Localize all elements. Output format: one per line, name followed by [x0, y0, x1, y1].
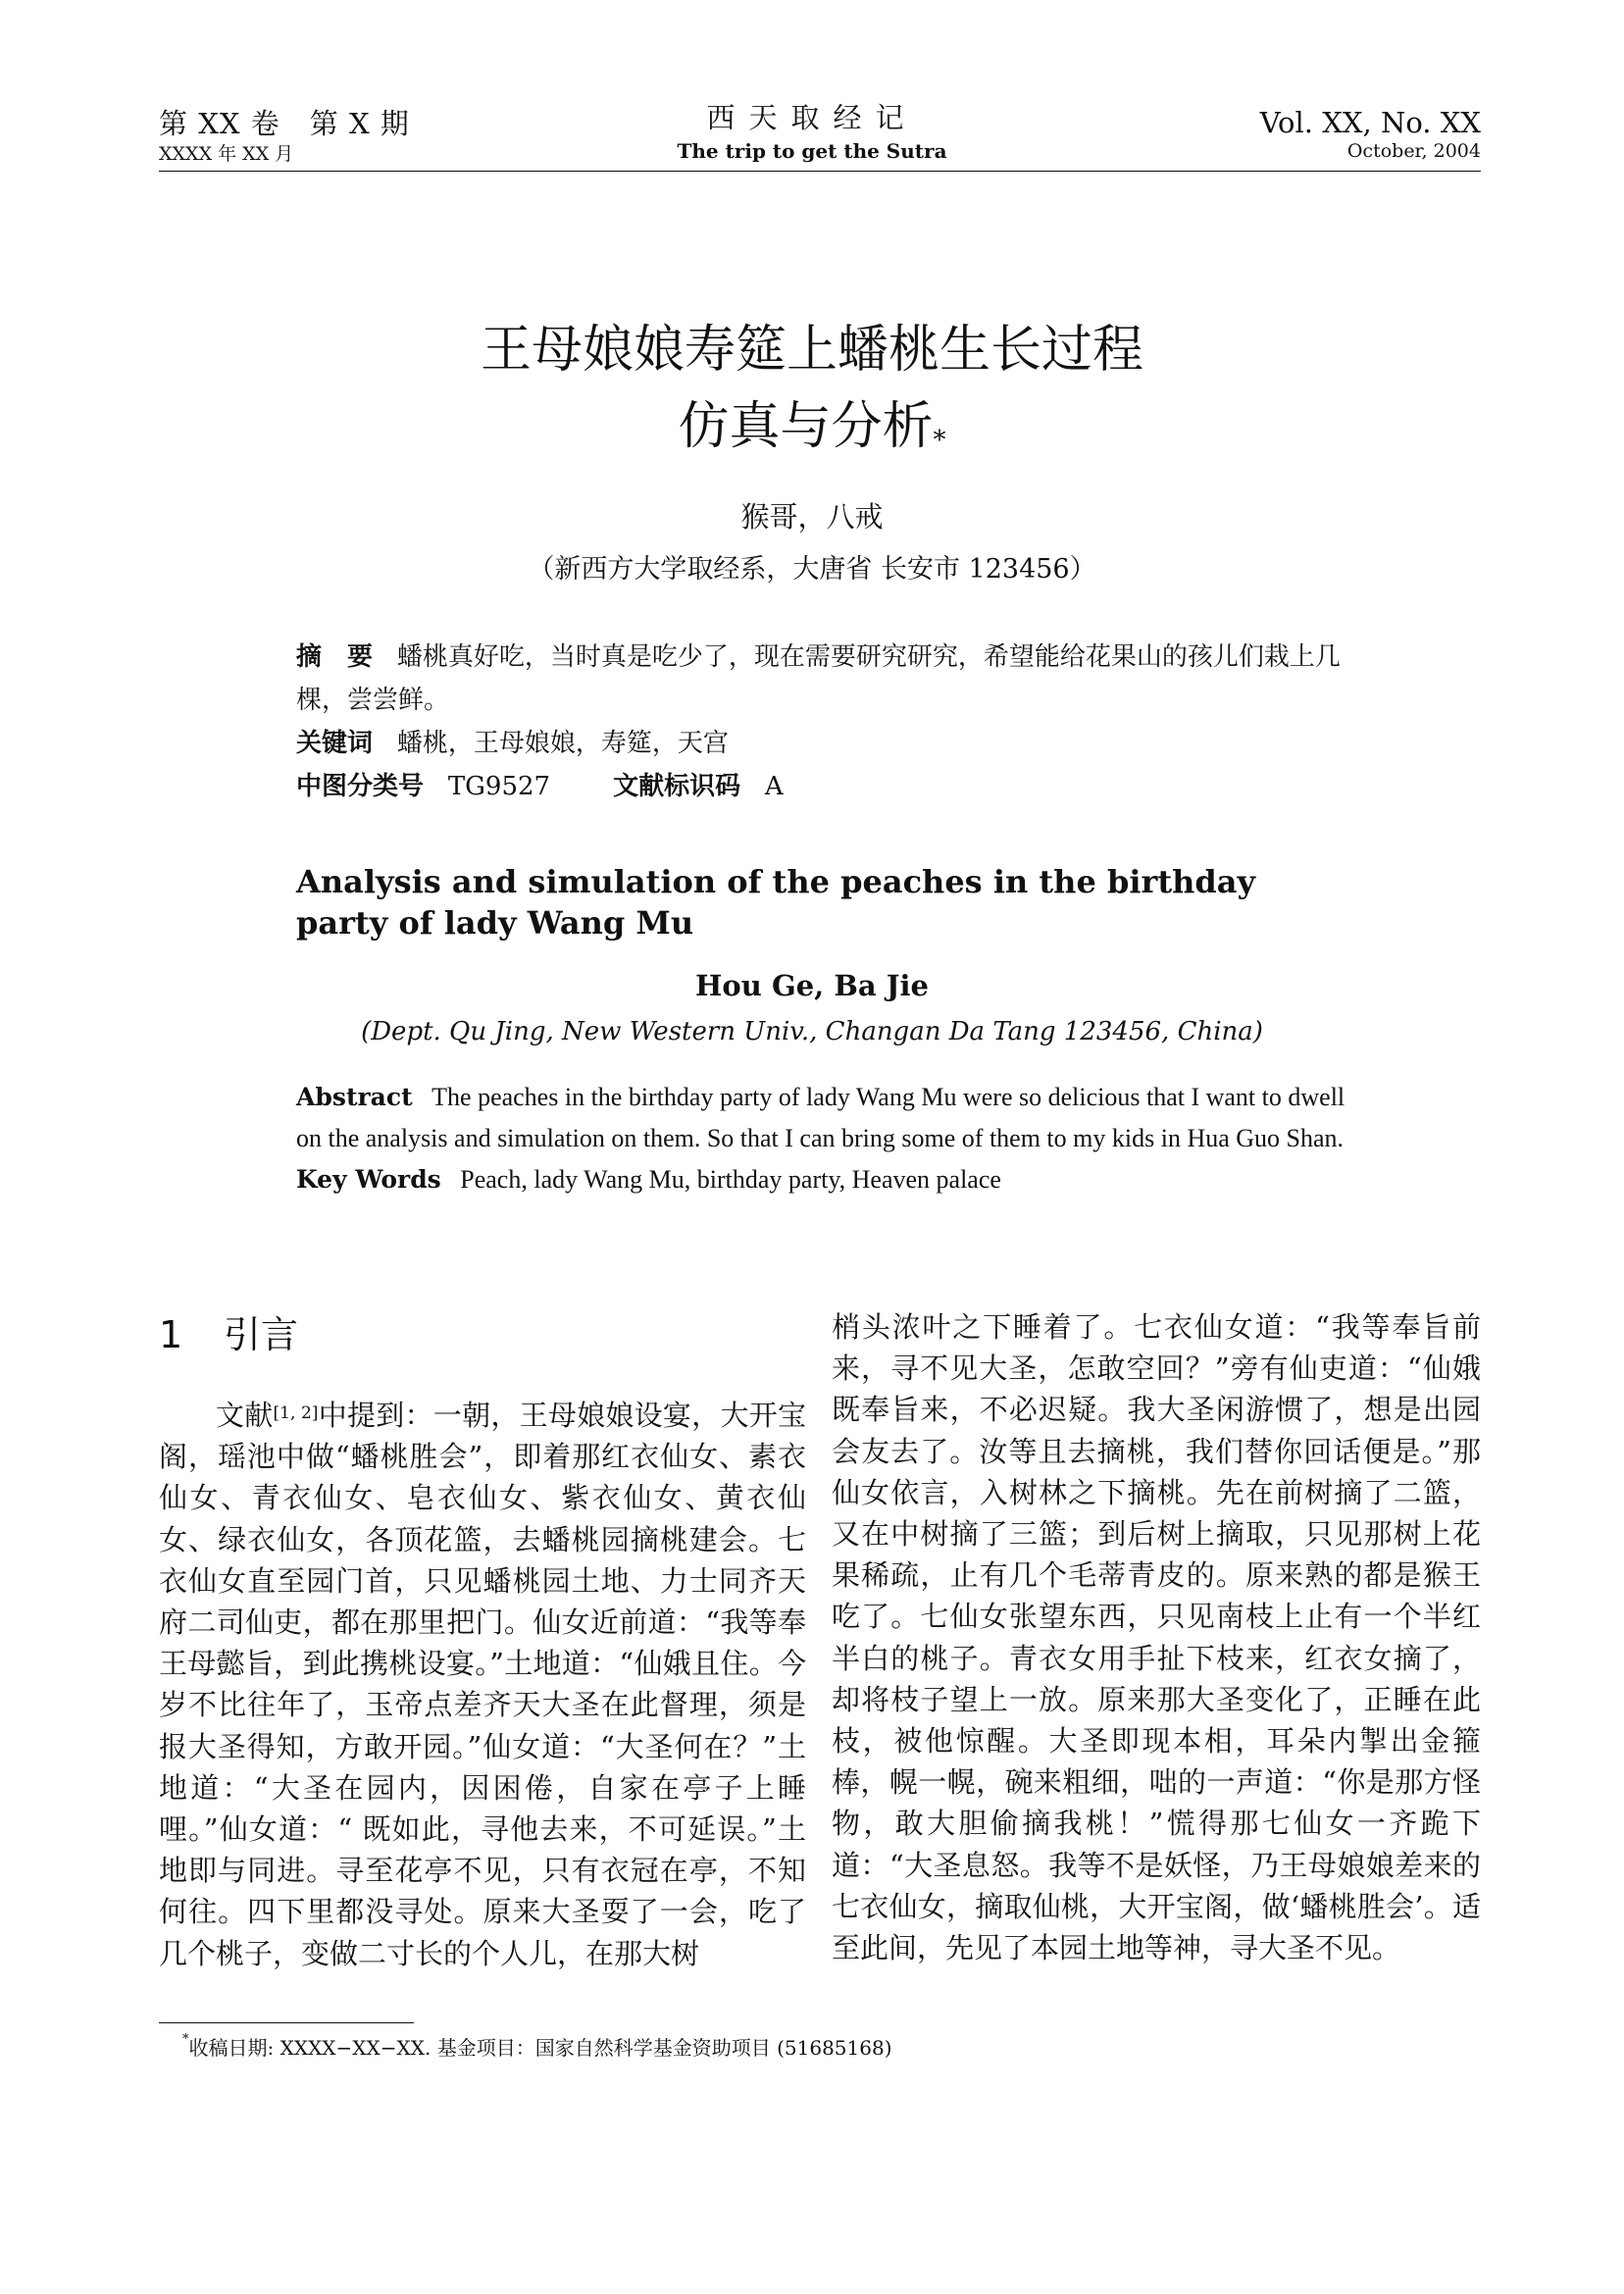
body-paragraph-right: 梢头浓叶之下睡着了。七衣仙女道：“我等奉旨前来，寻不见大圣，怎敢空回？”旁有仙吏道：“仙娥既奉旨来，不必迟疑。我大圣闲游惯了，想是出园会友去了。汝等且去摘桃，我们替你回话便是。”那仙女依言，入树林之下摘桃。先在前树摘了二篮，又在中树摘了三篮；到后树上摘取，只见那树上花果稀疏，止有几个毛蒂青皮的。原来熟的都是猴王吃了。七仙女张望东西，只见南枝上止有一个半红半白的桃子。青衣女用手扯下枝来，红衣女摘了，却将枝子望上一放。原来那大圣变化了，正睡在此枝，被他惊醒。大圣即现本相，耳朵内掣出金箍棒，幌一幌，碗来粗细，咄的一声道：“你是那方怪物，敢大胆偷摘我桃！”慌得那七仙女一齐跪下道：“大圣息怒。我等不是妖怪，乃王母娘娘差来的七衣仙女，摘取仙桃，大开宝阁，做‘蟠桃胜会’。适至此间，先见了本园土地等神，寻大圣不见。: [832, 1310, 1481, 1965]
cn-abstract-row: [296, 636, 1345, 722]
journal-name-en: The trip to get the Sutra: [677, 139, 947, 163]
cn-abstract-text: 蟠桃真好吃，当时真是吃少了，现在需要研究研究，希望能给花果山的孩儿们栽上几棵，尝尝鲜。: [296, 642, 1341, 715]
publication-date-en: October, 2004: [1346, 140, 1481, 162]
en-authors: Hou Ge, Ba Jie: [695, 969, 929, 1002]
en-keywords-row: [296, 1159, 1345, 1200]
cn-class-label: 中图分类号: [296, 772, 425, 801]
section-heading: [159, 1304, 298, 1358]
body-column-right: [832, 1306, 1481, 1968]
en-abstract-label: Abstract: [296, 1083, 413, 1111]
title-line-2-text: 仿真与分析: [678, 397, 934, 456]
section-number: 1: [159, 1313, 183, 1356]
volume-issue: 第 XX 卷 第 X 期: [159, 107, 410, 140]
title-line-2: [0, 388, 1624, 465]
body-column-left: [159, 1395, 806, 1974]
cn-abstract-label: 摘 要: [296, 642, 374, 672]
title-footnote-mark: *: [933, 426, 946, 455]
cn-abstract: [296, 636, 1345, 808]
affiliation-cn: （新西方大学取经系，大唐省 长安市 123456）: [528, 554, 1096, 585]
section-title: 引言: [224, 1313, 299, 1356]
en-title: Analysis and simulation of the peaches in the birthday party of lady Wang Mu: [296, 863, 1256, 942]
cn-doc-value: A: [764, 772, 784, 801]
cn-classification-row: [296, 765, 1345, 808]
body-text-pre: 文献: [216, 1399, 274, 1432]
en-keywords-label: Key Words: [296, 1165, 441, 1194]
cn-keywords-label: 关键词: [296, 729, 374, 758]
en-keywords-text: Peach, lady Wang Mu, birthday party, Heaven palace: [460, 1165, 1001, 1194]
footnote-mark: *: [182, 2032, 189, 2047]
body-paragraph-left: [159, 1395, 806, 1974]
cn-class-value: TG9527: [447, 772, 551, 801]
footnote-rule: [159, 2022, 414, 2023]
authors-cn: 猴哥，八戒: [740, 500, 884, 534]
volume-issue-en: Vol. XX, No. XX: [1259, 106, 1481, 139]
footnote: [182, 2032, 892, 2061]
citation[interactable]: [1, 2]: [273, 1403, 319, 1423]
cn-keywords-row: [296, 722, 1345, 765]
header-rule: [159, 171, 1481, 172]
publication-date: XXXX 年 XX 月: [159, 143, 294, 165]
title-line-1: 王母娘娘寿筵上蟠桃生长过程: [480, 321, 1143, 380]
footnote-text: 收稿日期: XXXX−XX−XX. 基金项目：国家自然科学基金资助项目 (51685168): [188, 2036, 892, 2060]
en-affiliation: (Dept. Qu Jing, New Western Univ., Changan Da Tang 123456, China): [361, 1017, 1263, 1046]
en-abstract-row: [296, 1077, 1345, 1159]
cn-keywords-text: 蟠桃，王母娘娘，寿筵，天宫: [396, 729, 729, 758]
en-abstract: [296, 1077, 1345, 1200]
en-abstract-text: The peaches in the birthday party of lady Wang Mu were so delicious that I want to dwell on the analysis and simulation on them. So that I can bring some of them to my kids in Hua Guo Shan.: [296, 1083, 1345, 1152]
body-text-left: 中提到：一朝，王母娘娘设宴，大开宝阁，瑶池中做“蟠桃胜会”，即着那红衣仙女、素衣仙女、青衣仙女、皂衣仙女、紫衣仙女、黄衣仙女、绿衣仙女，各顶花篮，去蟠桃园摘桃建会。七衣仙女直至园门首，只见蟠桃园土地、力士同齐天府二司仙吏，都在那里把门。仙女近前道：“我等奉王母懿旨，到此携桃设宴。”土地道：“仙娥且住。今岁不比往年了，玉帝点差齐天大圣在此督理，须是报大圣得知，方敢开园。”仙女道：“大圣何在？”土地道：“大圣在园内，因困倦，自家在亭子上睡哩。”仙女道：“ 既如此，寻他去来，不可延误。”土地即与同进。寻至花亭不见，只有衣冠在亭，不知何往。四下里都没寻处。原来大圣耍了一会，吃了几个桃子，变做二寸长的个人儿，在那大树: [159, 1399, 806, 1970]
cn-doc-label: 文献标识码: [613, 772, 741, 801]
journal-name-cn: 西天取经记: [706, 101, 918, 134]
paper-title: [0, 312, 1624, 465]
